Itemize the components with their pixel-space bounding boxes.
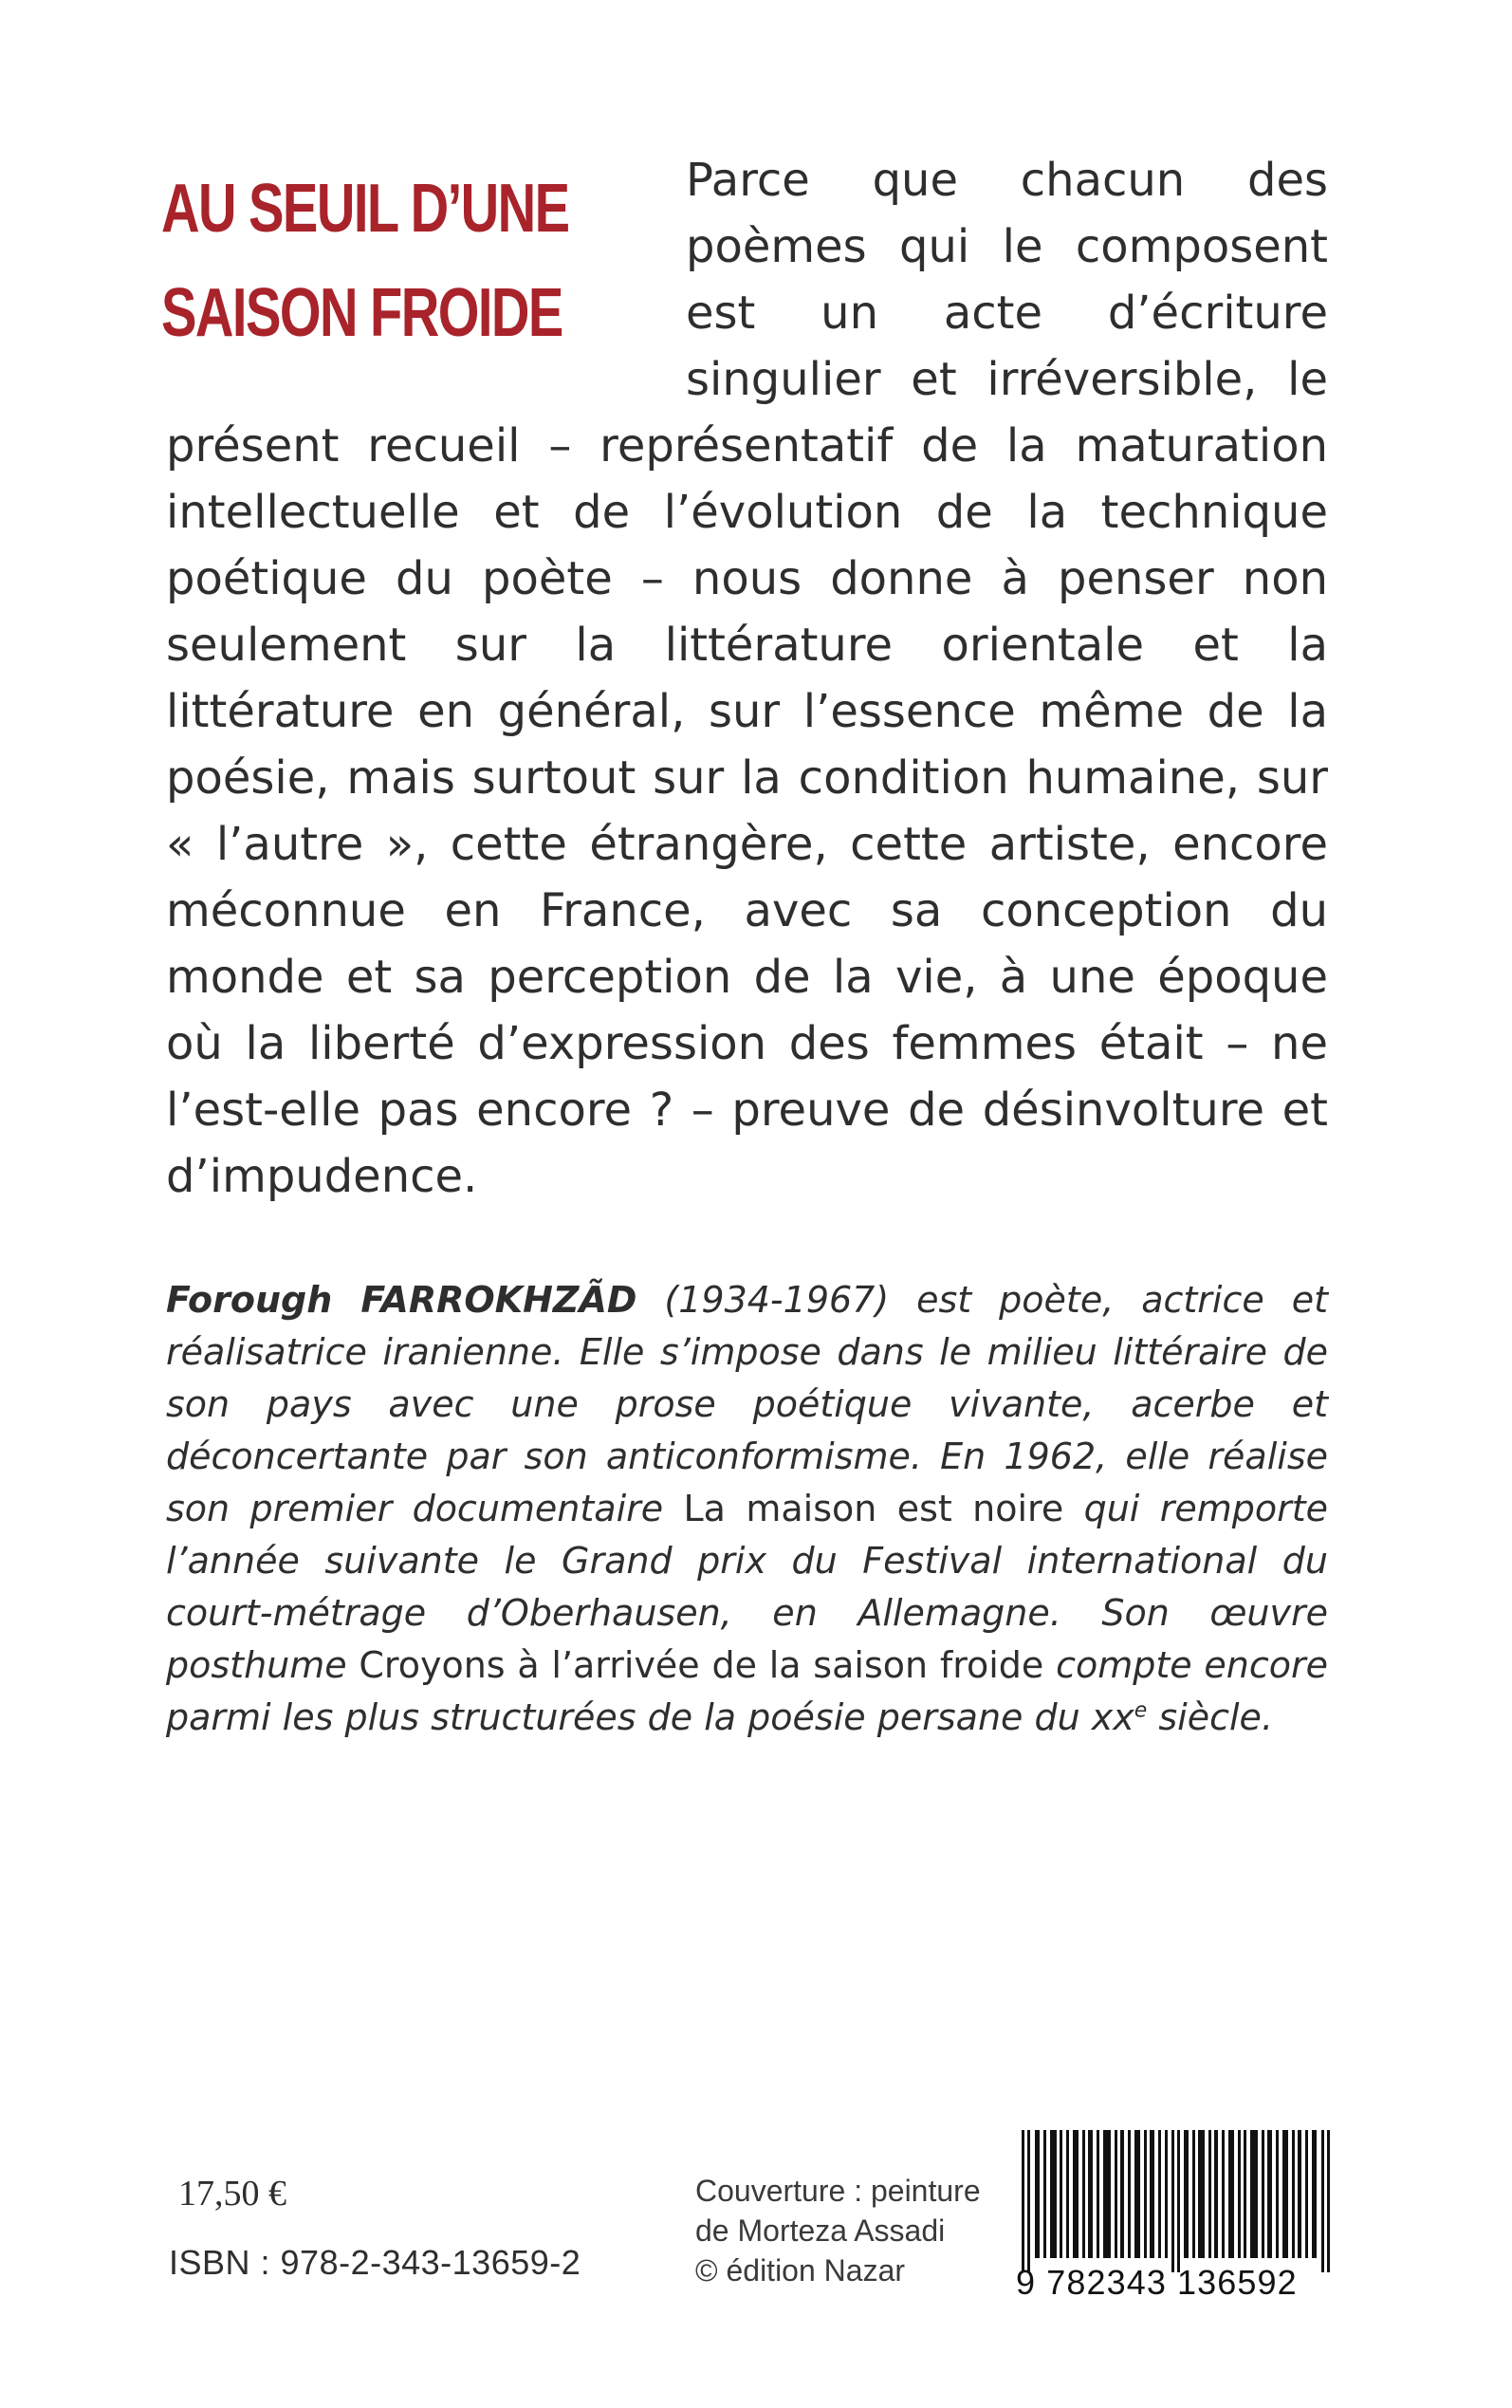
title-spacer: [166, 147, 686, 403]
bio-text-4: siècle.: [1147, 1696, 1274, 1738]
price: 17,50 €: [178, 2174, 286, 2214]
cover-credits: [695, 2171, 981, 2290]
bio-text-1: (1934-1967) est poète, actrice et réalisatrice iranienne. Elle s’impose dans le milieu littéraire de son pays avec une prose poétique vivante, acerbe et déconcertante par son anticonformisme. En 1962, elle réalise son premier documentaire: [166, 1279, 1329, 1529]
century-superscript: e: [1134, 1698, 1148, 1723]
book-title-line-1: AU SEUIL D’UNE: [161, 171, 569, 247]
film-title: La maison est noire: [683, 1488, 1064, 1529]
barcode: [1016, 2130, 1337, 2302]
book-reference-title: Croyons à l’arrivée de la saison froide: [359, 1644, 1044, 1686]
bio-text-3: compte encore parmi les plus structurées de la poésie persane du xx: [166, 1644, 1328, 1738]
summary-text: Parce que chacun des poèmes qui le composent est un acte d’écriture singulier et irréversible, le présent recueil – représentatif de la maturation intellectuelle et de l’évolution de la technique poétique du poète – nous donne à penser non seulement sur la littérature orientale et la littérature en général, sur l’essence même de la poésie, mais surtout sur la condition humaine, sur « l’autre », cette étrangère, cette artiste, encore méconnue en France, avec sa conception du monde et sa perception de la vie, à une époque où la liberté d’expression des femmes était – ne l’est-elle pas encore ? – preuve de désinvolture et d’impudence.: [166, 154, 1328, 1203]
credits-line-2: de Morteza Assadi: [695, 2214, 946, 2248]
book-title-line-2: SAISON FROIDE: [161, 275, 562, 351]
credits-line-1: Couverture : peinture: [695, 2174, 981, 2208]
barcode-bars: [1020, 2130, 1337, 2272]
author-biography: [166, 1274, 1328, 1744]
barcode-digits: 9 782343 136592: [1016, 2263, 1298, 2302]
author-name: Forough FARROKHZÃD: [166, 1279, 637, 1321]
bio-text-2: qui remporte l’année suivante le Grand prix du Festival international du court-métrage d’Oberhausen, en Allemagne. Son œuvre posthume: [166, 1488, 1328, 1686]
summary-paragraph: [166, 147, 1328, 1210]
isbn: ISBN : 978-2-343-13659-2: [169, 2243, 581, 2282]
credits-line-3: © édition Nazar: [695, 2253, 906, 2288]
